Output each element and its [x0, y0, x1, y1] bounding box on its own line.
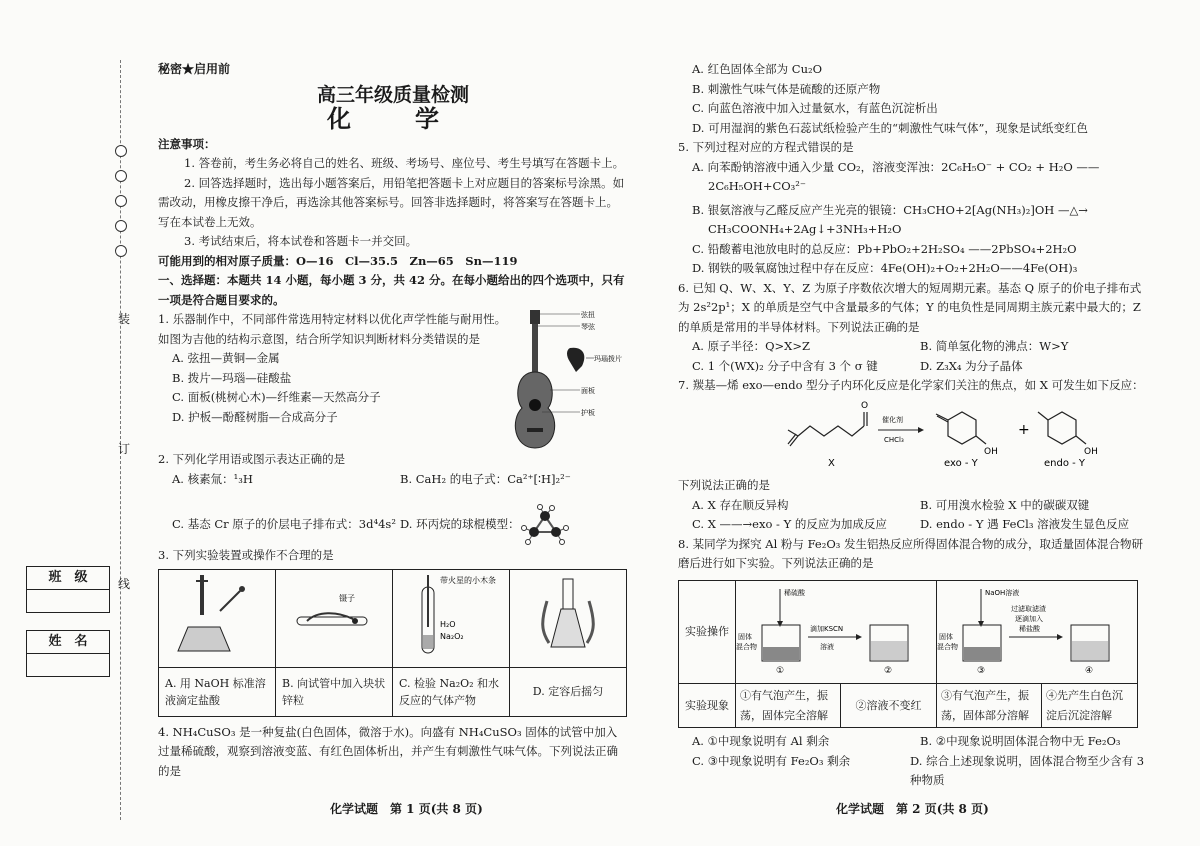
plus-sign: +	[1018, 421, 1030, 438]
q2-option-d: D. 环丙烷的球棍模型：	[400, 516, 520, 531]
q3-option-b[interactable]: B. 向试管中加入块状锌粒	[276, 667, 393, 716]
q1-option-d[interactable]: D. 护板—酚醛树脂—合成高分子	[172, 409, 338, 424]
q8-experiment-table	[678, 580, 1138, 729]
q6-row-cd	[678, 357, 1148, 377]
titration-icon	[160, 571, 274, 659]
q3-figure-d[interactable]	[510, 570, 627, 668]
reagent-h2so4: 稀硫酸	[784, 588, 805, 597]
q8-phenomenon-1: ①有气泡产生，振荡，固体完全溶解	[736, 684, 841, 728]
q5-option-a[interactable]: A. 向苯酚钠溶液中通入少量 CO₂，溶液变浑浊：2C₆H₅O⁻ + CO₂ + H₂O ——	[692, 159, 1100, 174]
q3-apparatus-table	[158, 569, 627, 717]
q6-option-b[interactable]: B. 简单氢化物的沸点：W>Y	[920, 339, 1069, 353]
q1-option-a[interactable]: A. 弦扭—黄铜—金属	[172, 351, 280, 365]
q8-apparatus-1-2	[736, 581, 936, 677]
q3-figure-a[interactable]	[159, 570, 276, 668]
q7-option-c[interactable]: C. X ——→exo - Y 的反应为加成反应	[692, 517, 887, 531]
note-1: 1. 答卷前，考生务必将自己的姓名、班级、考场号、座位号、考生号填写在答题卡上。	[184, 156, 625, 170]
q7-reaction-scheme	[678, 396, 1148, 470]
q4-option-c[interactable]: C. 向蓝色溶液中加入过量氨水，有蓝色沉淀析出	[692, 101, 938, 115]
q8-stem: 8. 某同学为探究 Al 粉与 Fe₂O₃ 发生铝热反应所得固体混合物的成分，取适量固体混合物研磨后进行如下实验。下列说法正确的是	[678, 536, 1144, 570]
guitar-label-guard: 护板	[581, 409, 595, 417]
binding-hole	[115, 170, 127, 182]
q7-row-ab	[678, 496, 1148, 516]
binding-hole	[115, 245, 127, 257]
notes-title: 注意事项：	[158, 136, 216, 151]
cond-catalyst: 催化剂	[882, 415, 903, 424]
label-tweezers: 镊子	[339, 594, 355, 603]
exo-oh: OH	[984, 446, 998, 457]
q2-stem: 2. 下列化学用语或图示表达正确的是	[158, 452, 346, 466]
step-2: ②	[884, 665, 893, 676]
label-water: H₂O	[440, 620, 456, 629]
q5-stem: 5. 下列过程对应的方程式错误的是	[678, 140, 854, 154]
q8-phenomenon-4: ④先产生白色沉淀后沉淀溶解	[1042, 684, 1138, 728]
name-box	[26, 630, 110, 677]
atomic-mass: 可能用到的相对原子质量：O—16 Cl—35.5 Zn—65 Sn—119	[158, 253, 518, 268]
tweezers-tube-icon	[277, 571, 391, 659]
q6-option-d[interactable]: D. Z₃X₄ 为分子晶体	[920, 358, 1023, 373]
subject-title: 化 学	[327, 104, 459, 133]
q8-option-d[interactable]: D. 综合上述现象说明，固体混合物至少含有 3 种物质	[910, 753, 1145, 787]
page-2-column	[678, 60, 1148, 791]
q7-option-a[interactable]: A. X 存在顺反异构	[692, 497, 789, 512]
exam-title: 高三年级质量检测	[316, 83, 469, 106]
reagent-hcl: 稀盐酸	[1019, 624, 1040, 633]
q6-option-a[interactable]: A. 原子半径：Q>X>Z	[692, 339, 810, 353]
class-box	[26, 566, 110, 613]
guitar-label-string: 琴弦	[581, 323, 595, 331]
q2-row-ab	[158, 470, 628, 504]
q8-option-a[interactable]: A. ①中现象说明有 Al 剩余	[692, 734, 830, 748]
q2-row-cd	[158, 504, 628, 546]
guitar-label-pick: 玛瑙拨片	[594, 355, 622, 363]
q8-op-left	[736, 580, 937, 684]
page-2-footer: 化学试题 第 2 页(共 8 页)	[836, 802, 989, 816]
binding-mark: 订	[118, 442, 131, 456]
name-label: 姓 名	[27, 631, 109, 654]
flask-shake-icon	[511, 571, 625, 659]
q8-option-b[interactable]: B. ②中现象说明固体混合物中无 Fe₂O₃	[920, 734, 1121, 748]
q3-option-d[interactable]: D. 定容后摇匀	[510, 667, 627, 716]
label-na2o2: Na₂O₂	[440, 632, 464, 641]
secret-label: 秘密★启用前	[158, 62, 231, 76]
q5-option-b[interactable]: B. 银氨溶液与乙醛反应产生光亮的银镜：CH₃CHO+2[Ag(NH₃)₂]OH —△→	[692, 202, 1088, 217]
guitar-label-tuner: 弦扭	[581, 311, 595, 319]
binding-hole	[115, 220, 127, 232]
q7-option-b[interactable]: B. 可用溴水检验 X 中的碳碳双键	[920, 497, 1090, 512]
q1-stem: 1. 乐器制作中，不同部件常选用特定材料以优化声学性能与耐用性。如图为吉他的结构示意图，结合所学知识判断材料分类错误的是	[158, 312, 507, 346]
q6-row-ab	[678, 337, 1148, 357]
step-3: ③	[977, 665, 986, 676]
question-1	[158, 310, 628, 450]
q4-option-a[interactable]: A. 红色固体全部为 Cu₂O	[692, 62, 823, 76]
q8-row-ab	[678, 732, 1148, 752]
q4-stem: 4. NH₄CuSO₃ 是一种复盐(白色固体，微溶于水)。向盛有 NH₄CuSO₃ 固体的试管中加入过量稀硫酸，观察到溶液变蓝、有红色固体析出，并产生有刺激性气味气体。下列说法正确的是	[158, 724, 618, 778]
q8-op-label: 实验操作	[679, 580, 736, 684]
note-3: 3. 考试结束后，将本试卷和答题卡一并交回。	[184, 234, 418, 248]
q7-option-d[interactable]: D. endo - Y 遇 FeCl₃ 溶液发生显色反应	[920, 517, 1130, 531]
q8-phenomenon-2: ②溶液不变红	[841, 684, 937, 728]
q7-stem: 7. 羰基—烯 exo—endo 型分子内环化反应是化学家们关注的焦点，如 X 可发生如下反应：	[678, 378, 1144, 392]
step-4: ④	[1085, 665, 1094, 676]
q8-option-c[interactable]: C. ③中现象说明有 Fe₂O₃ 剩余	[692, 753, 851, 768]
x-carbonyl-o: O	[861, 400, 869, 411]
reagent-dropwise: 逐滴加入	[1015, 614, 1043, 623]
page-1-column	[158, 60, 628, 781]
binding-mark: 线	[118, 577, 131, 591]
q2-option-c[interactable]: C. 基态 Cr 原子的价层电子排布式：3d⁴4s²	[172, 516, 396, 531]
q6-option-c[interactable]: C. 1 个(WX)₂ 分子中含有 3 个 σ 键	[692, 358, 878, 373]
name-field[interactable]	[27, 654, 109, 676]
label-endo-y: endo - Y	[1044, 457, 1086, 469]
q5-option-b-cont: CH₃COONH₄+2Ag↓+3NH₃+H₂O	[708, 222, 902, 236]
splint-test-icon	[394, 571, 508, 659]
guitar-label-top: 面板	[581, 387, 595, 395]
step-1: ①	[776, 665, 785, 676]
q4-option-d[interactable]: D. 可用湿润的紫色石蕊试纸检验产生的“刺激性气味气体”，现象是试纸变红色	[692, 120, 1088, 135]
q3-option-a[interactable]: A. 用 NaOH 标准溶液滴定盐酸	[159, 667, 276, 716]
reagent-filter: 过滤取滤渣	[1011, 604, 1046, 613]
binding-hole	[115, 195, 127, 207]
q6-stem: 6. 已知 Q、W、X、Y、Z 为原子序数依次增大的短周期元素。基态 Q 原子的价电子排布式为 2s²2p¹；X 的单质是空气中含量最多的气体；Y 的电负性是同周期主族元素中最大的；Z 的单质是常用的半导体材料。下列说法正确的是	[678, 280, 1142, 334]
cond-solvent: CHCl₃	[884, 435, 904, 444]
endo-oh: OH	[1084, 446, 1098, 457]
q8-row-cd	[678, 752, 1148, 791]
q1-option-c[interactable]: C. 面板(桃树心木)—纤维素—天然高分子	[172, 390, 381, 404]
q8-ph-label: 实验现象	[679, 684, 736, 728]
q2-option-a[interactable]: A. 核素氚：¹₃H	[172, 471, 253, 486]
q1-option-b[interactable]: B. 拨片—玛瑙—硅酸盐	[172, 370, 292, 385]
class-field[interactable]	[27, 590, 109, 612]
label-mixture-2: 混合物	[937, 642, 958, 651]
q3-figure-c[interactable]	[393, 570, 510, 668]
q5-option-d[interactable]: D. 钢铁的吸氧腐蚀过程中存在反应：4Fe(OH)₂+O₂+2H₂O——4Fe(OH)₃	[692, 261, 1078, 275]
q3-option-c[interactable]: C. 检验 Na₂O₂ 和水反应的气体产物	[393, 667, 510, 716]
guitar-diagram	[510, 310, 628, 450]
reagent-naoh: NaOH溶液	[985, 588, 1020, 597]
label-solid: 固体	[738, 632, 752, 641]
binding-hole	[115, 145, 127, 157]
cyclopropane-model-icon	[520, 504, 570, 546]
label-splint: 带火星的小木条	[440, 576, 496, 585]
label-x: X	[828, 457, 835, 469]
label-mixture: 混合物	[736, 642, 757, 651]
class-label: 班 级	[27, 567, 109, 590]
q8-op-right	[937, 580, 1138, 684]
q7-lead: 下列说法正确的是	[678, 478, 770, 492]
page-1-footer: 化学试题 第 1 页(共 8 页)	[330, 802, 483, 816]
label-solution: 溶液	[820, 642, 834, 651]
q7-row-cd	[678, 515, 1148, 535]
section-heading: 一、选择题：本题共 14 小题，每小题 3 分，共 42 分。在每小题给出的四个选项中，只有一项是符合题目要求的。	[158, 273, 625, 307]
q3-stem: 3. 下列实验装置或操作不合理的是	[158, 547, 334, 562]
label-exo-y: exo - Y	[944, 457, 978, 469]
q5-option-c[interactable]: C. 铅酸蓄电池放电时的总反应：Pb+PbO₂+2H₂SO₄ ——2PbSO₄+2H₂O	[692, 241, 1077, 256]
reagent-kscn: 滴加KSCN	[810, 624, 844, 633]
q8-phenomenon-3: ③有气泡产生，振荡，固体部分溶解	[937, 684, 1042, 728]
q2-option-d-wrap[interactable]	[400, 504, 628, 546]
q5-option-a-cont: 2C₆H₅OH+CO₃²⁻	[708, 179, 806, 193]
q8-apparatus-3-4	[937, 581, 1137, 677]
q4-option-b[interactable]: B. 刺激性气味气体是硫酸的还原产物	[692, 81, 881, 96]
label-solid-2: 固体	[939, 632, 953, 641]
binding-mark: 装	[118, 312, 131, 326]
q3-figure-b[interactable]	[276, 570, 393, 668]
q2-option-b[interactable]: B. CaH₂ 的电子式：Ca²⁺[∶H]₂²⁻	[400, 471, 571, 486]
note-2: 2. 回答选择题时，选出每小题答案后，用铅笔把答题卡上对应题目的答案标号涂黑。如需改动，用橡皮擦干净后，再选涂其他答案标号。回答非选择题时，将答案写在答题卡上。写在本试卷上无效。	[158, 175, 625, 229]
